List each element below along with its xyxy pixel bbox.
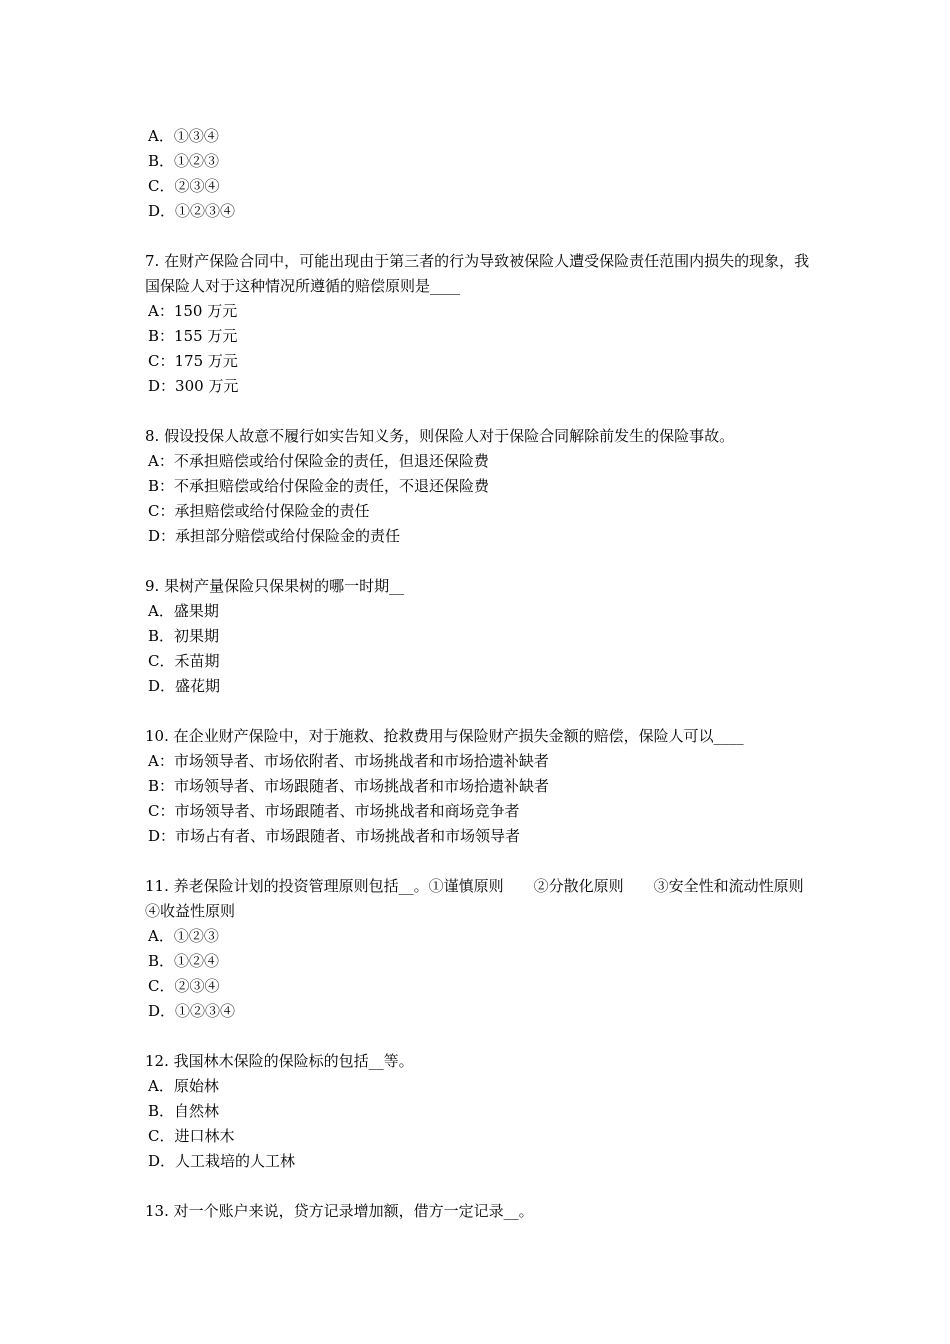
option-b: B．自然林 [148, 1102, 220, 1120]
question-text: 13. 对一个账户来说，贷方记录增加额，借方一定记录__。 [145, 1202, 534, 1220]
question-13 [145, 1199, 815, 1224]
option-b: B．①②③ [148, 152, 220, 170]
question-11 [145, 874, 834, 1024]
option-b: B．①②④ [148, 952, 220, 970]
spacer [145, 224, 815, 249]
option-d: D：承担部分赔偿或给付保险金的责任 [148, 527, 401, 545]
question-text: 11. 养老保险计划的投资管理原则包括__。①谨慎原则 ②分散化原则 ③安全性和流动性原则 ④收益性原则 [145, 877, 834, 920]
question-text: 8. 假设投保人故意不履行如实告知义务，则保险人对于保险合同解除前发生的保险事故。 [145, 427, 735, 445]
spacer [145, 1174, 815, 1199]
question-text: 7. 在财产保险合同中，可能出现由于第三者的行为导致被保险人遭受保险责任范围内损失的现象，我国保险人对于这种情况所遵循的赔偿原则是____ [145, 252, 810, 295]
spacer [145, 549, 815, 574]
document-body [145, 124, 834, 1224]
option-c: C．进口林木 [148, 1127, 235, 1145]
question-text: 12. 我国林木保险的保险标的包括__等。 [145, 1052, 414, 1070]
spacer [145, 699, 815, 724]
option-d: D：300 万元 [148, 377, 239, 395]
option-d: D：市场占有者、市场跟随者、市场挑战者和市场领导者 [148, 827, 521, 845]
prev-question-options [145, 124, 815, 224]
question-text: 10. 在企业财产保险中，对于施救、抢救费用与保险财产损失金额的赔偿，保险人可以____ [145, 727, 744, 745]
option-a: A．盛果期 [148, 602, 219, 620]
question-text: 9. 果树产量保险只保果树的哪一时期__ [145, 577, 405, 595]
option-a: A．①③④ [148, 127, 219, 145]
option-d: D．人工栽培的人工林 [148, 1152, 296, 1170]
question-9 [145, 574, 815, 699]
option-c: C．②③④ [148, 177, 220, 195]
option-a: A：150 万元 [148, 302, 238, 320]
option-a: A：市场领导者、市场依附者、市场挑战者和市场拾遗补缺者 [148, 752, 549, 770]
option-c: C．禾苗期 [148, 652, 220, 670]
option-a: A．①②③ [148, 927, 219, 945]
spacer [145, 849, 815, 874]
option-c: C：承担赔偿或给付保险金的责任 [148, 502, 370, 520]
option-c: C：175 万元 [148, 352, 238, 370]
option-a: A：不承担赔偿或给付保险金的责任，但退还保险费 [148, 452, 489, 470]
option-a: A．原始林 [148, 1077, 219, 1095]
option-b: B．初果期 [148, 627, 220, 645]
option-b: B：不承担赔偿或给付保险金的责任，不退还保险费 [148, 477, 490, 495]
option-d: D．①②③④ [148, 1002, 236, 1020]
option-b: B：市场领导者、市场跟随者、市场挑战者和市场拾遗补缺者 [148, 777, 550, 795]
question-7 [145, 249, 815, 399]
question-12 [145, 1049, 815, 1174]
spacer [145, 399, 815, 424]
question-8 [145, 424, 815, 549]
option-c: C．②③④ [148, 977, 220, 995]
option-c: C：市场领导者、市场跟随者、市场挑战者和商场竞争者 [148, 802, 520, 820]
option-d: D．盛花期 [148, 677, 221, 695]
question-10 [145, 724, 815, 849]
option-d: D．①②③④ [148, 202, 236, 220]
option-b: B：155 万元 [148, 327, 238, 345]
spacer [145, 1024, 815, 1049]
